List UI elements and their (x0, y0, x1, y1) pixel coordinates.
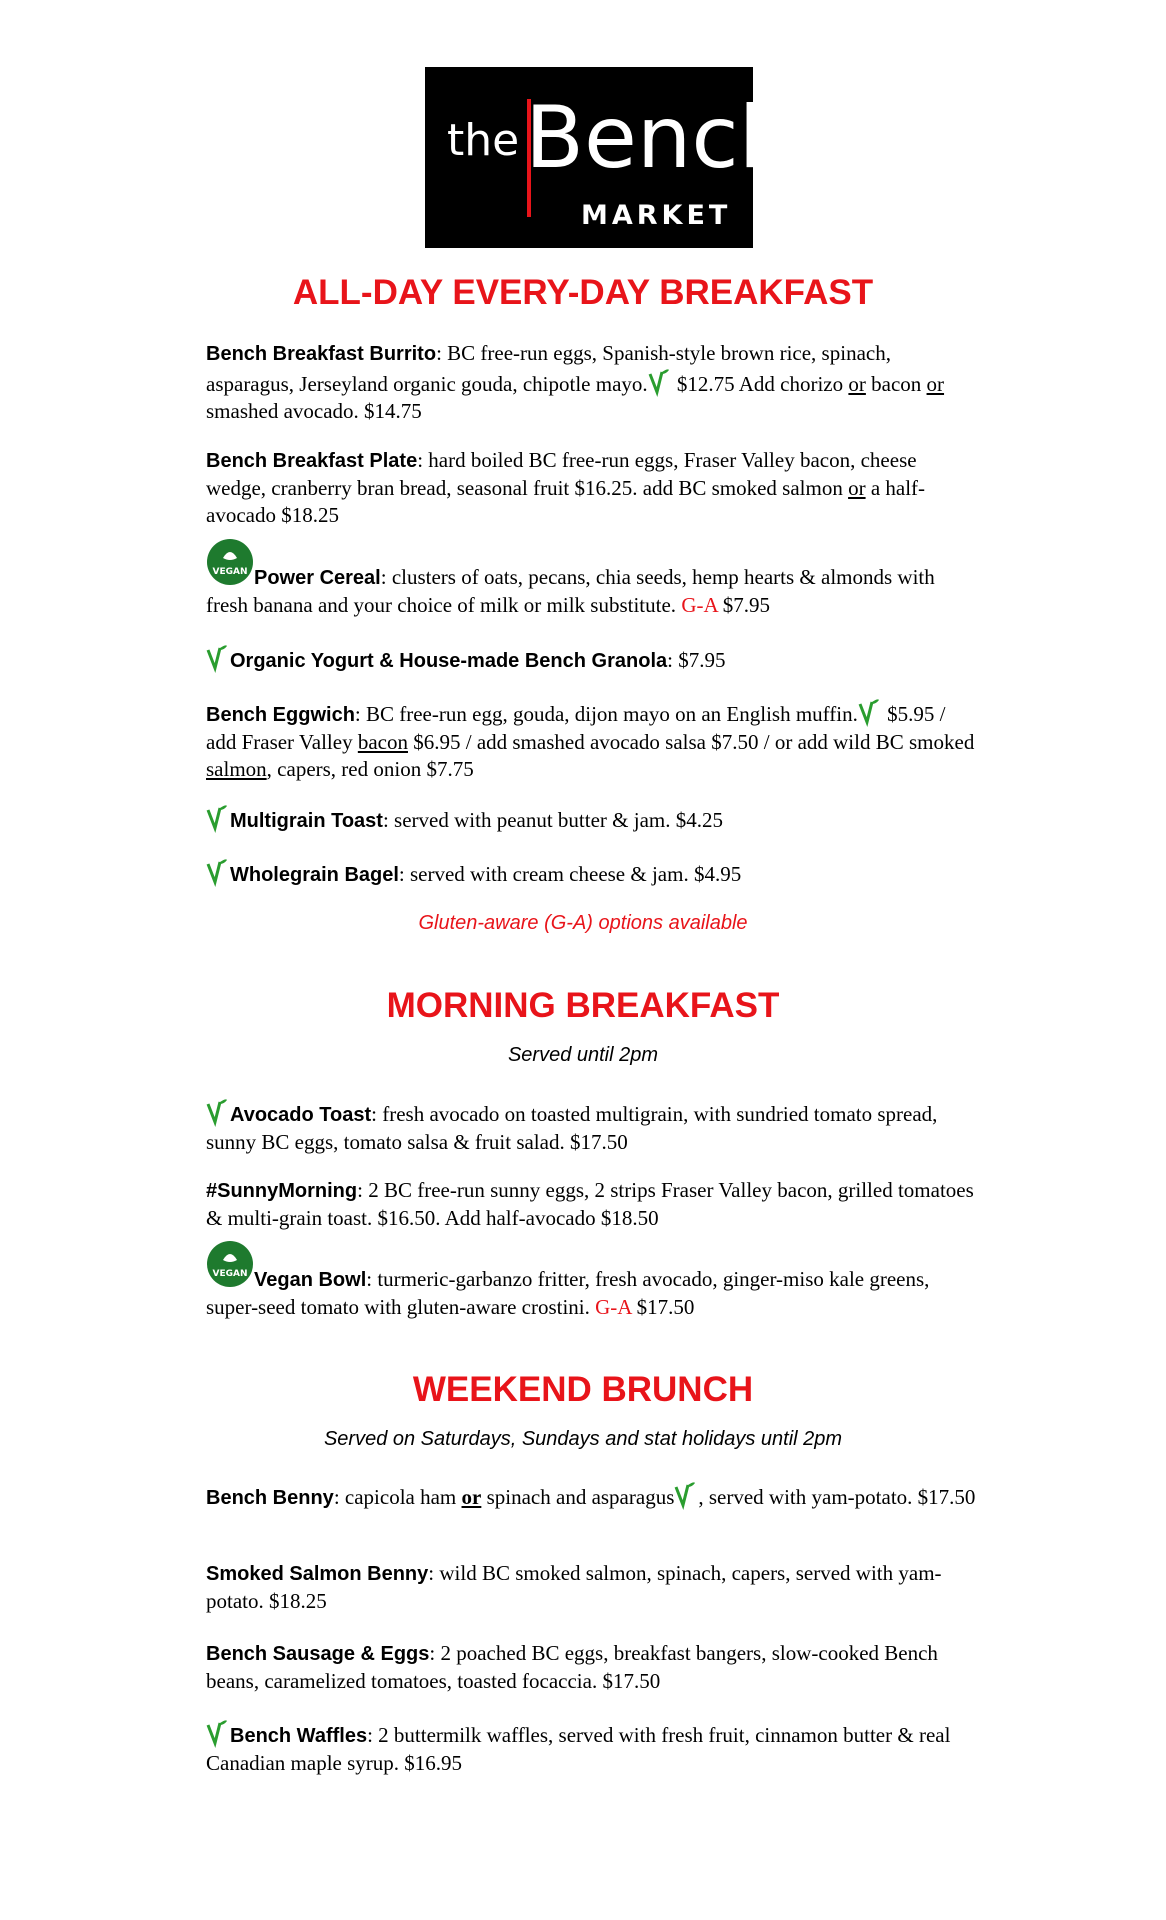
menu-item-bench-benny: Bench Benny: capicola ham or spinach and asparagus , served with yam-potato. $17.50 (206, 1481, 976, 1512)
item-name: Organic Yogurt & House-made Bench Granola (230, 650, 668, 672)
item-name: Bench Sausage & Eggs (206, 1643, 430, 1665)
vegan-badge-icon (206, 1240, 254, 1288)
item-name: Wholegrain Bagel (230, 864, 399, 886)
gluten-aware-note: Gluten-aware (G-A) options available (418, 912, 748, 934)
menu-item-bench-waffles: Bench Waffles: 2 buttermilk waffles, served with fresh fruit, cinnamon butter & real Canadian maple syrup. $16.95 (206, 1719, 976, 1777)
item-name: Bench Breakfast Burrito (206, 343, 437, 365)
vegetarian-icon (206, 804, 228, 830)
weekend-title: WEEKEND BRUNCH (412, 1370, 754, 1409)
vegetarian-icon (648, 368, 670, 394)
vegetarian-icon (674, 1481, 696, 1507)
vegetarian-icon (206, 1098, 228, 1124)
menu-item-smoked-salmon-benny: Smoked Salmon Benny: wild BC smoked salmon, spinach, capers, served with yam-potato. $18.25 (206, 1561, 942, 1613)
svg-text:VEGAN: VEGAN (212, 567, 248, 577)
menu-item-eggwich: Bench Eggwich: BC free-run egg, gouda, dijon mayo on an English muffin. $5.95 / add Fraser Valley bacon $6.95 / add smashed avocado salsa $7.50 / or add wild BC smoked salmon, capers, red onion $7.75 (206, 698, 976, 783)
menu-item-yogurt: Organic Yogurt & House-made Bench Granola: $7.95 (206, 644, 976, 675)
menu-item-sausage-eggs: Bench Sausage & Eggs: 2 poached BC eggs, breakfast bangers, slow-cooked Bench beans, caramelized tomatoes, toasted focaccia. $17.50 (206, 1641, 938, 1693)
menu-item-power-cereal: VEGAN Power Cereal: clusters of oats, pecans, chia seeds, hemp hearts & almonds with fresh banana and your choice of milk or milk substitute. G-A $7.95 (206, 538, 976, 619)
weekend-subtitle: Served on Saturdays, Sundays and stat holidays until 2pm (323, 1428, 843, 1450)
menu-item-wholegrain-bagel: Wholegrain Bagel: served with cream cheese & jam. $4.95 (206, 858, 976, 889)
bench-market-logo (425, 67, 794, 248)
item-name: Bench Benny (206, 1487, 334, 1509)
menu-item-sunny-morning: #SunnyMorning: 2 BC free-run sunny eggs, 2 strips Fraser Valley bacon, grilled tomatoes & multi-grain toast. $16.50. Add half-avocado $18.50 (206, 1178, 974, 1230)
menu-item-avocado-toast: Avocado Toast: fresh avocado on toasted multigrain, with sundried tomato spread, sunny BC eggs, tomato salsa & fruit salad. $17.50 (206, 1098, 976, 1156)
menu-item-burrito: Bench Breakfast Burrito: BC free-run eggs, Spanish-style brown rice, spinach, asparagus, Jerseyland organic gouda, chipotle mayo. $12.75 Add chorizo or bacon or smashed avocado. $14.75 (206, 341, 945, 423)
item-name: Avocado Toast (230, 1104, 372, 1126)
item-name: Smoked Salmon Benny (206, 1563, 429, 1585)
item-name: Vegan Bowl (254, 1269, 367, 1291)
gluten-aware-tag: G-A (681, 593, 718, 617)
menu-item-multigrain-toast: Multigrain Toast: served with peanut butter & jam. $4.25 (206, 804, 976, 835)
logo-market-text: MARKET (581, 200, 732, 231)
logo-graphic (425, 67, 794, 248)
item-name: Multigrain Toast (230, 810, 383, 832)
item-name: #SunnyMorning (206, 1180, 358, 1202)
item-name: Bench Waffles (230, 1725, 368, 1747)
menu-item-breakfast-plate: Bench Breakfast Plate: hard boiled BC free-run eggs, Fraser Valley bacon, cheese wedge, cranberry bran bread, seasonal fruit $16.25. add BC smoked salmon or a half-avocado $18.25 (206, 448, 926, 527)
logo-the-text: the (447, 115, 520, 166)
gluten-aware-tag: G-A (595, 1295, 632, 1319)
morning-subtitle: Served until 2pm (507, 1044, 659, 1066)
svg-text:VEGAN: VEGAN (212, 1269, 248, 1279)
item-name: Bench Breakfast Plate (206, 450, 418, 472)
item-name: Power Cereal (254, 567, 381, 589)
item-name: Bench Eggwich (206, 704, 355, 726)
vegetarian-icon (206, 858, 228, 884)
all-day-title: ALL-DAY EVERY-DAY BREAKFAST (292, 273, 874, 312)
vegetarian-icon (206, 1719, 228, 1745)
logo-bench-text: Bench (525, 88, 794, 188)
vegetarian-icon (206, 644, 228, 670)
vegan-badge-icon (206, 538, 254, 586)
vegetarian-icon (858, 698, 880, 724)
morning-title: MORNING BREAKFAST (386, 986, 780, 1025)
menu-item-vegan-bowl: VEGAN Vegan Bowl: turmeric-garbanzo fritter, fresh avocado, ginger-miso kale greens, super-seed tomato with gluten-aware crostini. G-A $17.50 (206, 1240, 976, 1321)
